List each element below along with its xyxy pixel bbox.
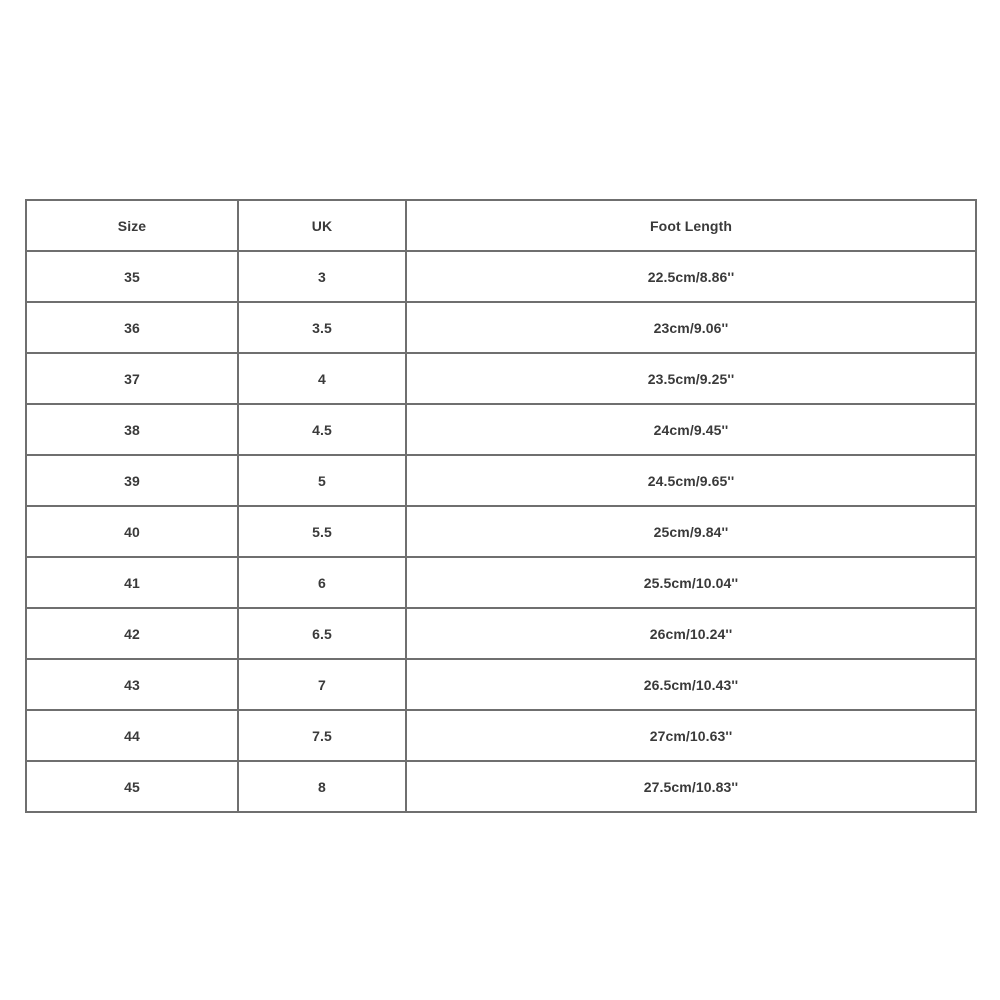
cell-uk: 7.5 bbox=[238, 710, 406, 761]
table-body bbox=[26, 251, 976, 812]
cell-size: 36 bbox=[26, 302, 238, 353]
cell-foot-length: 25.5cm/10.04'' bbox=[406, 557, 976, 608]
header-row bbox=[26, 200, 976, 251]
table-row bbox=[26, 455, 976, 506]
cell-size: 38 bbox=[26, 404, 238, 455]
table-row bbox=[26, 251, 976, 302]
cell-foot-length: 25cm/9.84'' bbox=[406, 506, 976, 557]
cell-uk: 6.5 bbox=[238, 608, 406, 659]
cell-size: 42 bbox=[26, 608, 238, 659]
header-uk: UK bbox=[238, 200, 406, 251]
cell-size: 37 bbox=[26, 353, 238, 404]
table-row bbox=[26, 710, 976, 761]
cell-foot-length: 26cm/10.24'' bbox=[406, 608, 976, 659]
cell-uk: 3.5 bbox=[238, 302, 406, 353]
table-row bbox=[26, 761, 976, 812]
cell-foot-length: 23cm/9.06'' bbox=[406, 302, 976, 353]
cell-foot-length: 24.5cm/9.65'' bbox=[406, 455, 976, 506]
table-row bbox=[26, 353, 976, 404]
table-row bbox=[26, 557, 976, 608]
cell-foot-length: 23.5cm/9.25'' bbox=[406, 353, 976, 404]
cell-size: 44 bbox=[26, 710, 238, 761]
cell-size: 40 bbox=[26, 506, 238, 557]
cell-uk: 6 bbox=[238, 557, 406, 608]
cell-uk: 3 bbox=[238, 251, 406, 302]
cell-size: 43 bbox=[26, 659, 238, 710]
table-row bbox=[26, 302, 976, 353]
cell-foot-length: 22.5cm/8.86'' bbox=[406, 251, 976, 302]
table-header bbox=[26, 200, 976, 251]
cell-size: 41 bbox=[26, 557, 238, 608]
cell-uk: 5 bbox=[238, 455, 406, 506]
size-chart-table bbox=[25, 199, 977, 813]
cell-uk: 4 bbox=[238, 353, 406, 404]
cell-uk: 4.5 bbox=[238, 404, 406, 455]
header-size: Size bbox=[26, 200, 238, 251]
cell-uk: 8 bbox=[238, 761, 406, 812]
cell-foot-length: 26.5cm/10.43'' bbox=[406, 659, 976, 710]
table-row bbox=[26, 506, 976, 557]
header-foot-length: Foot Length bbox=[406, 200, 976, 251]
cell-size: 45 bbox=[26, 761, 238, 812]
table-row bbox=[26, 659, 976, 710]
cell-foot-length: 27.5cm/10.83'' bbox=[406, 761, 976, 812]
table-row bbox=[26, 608, 976, 659]
cell-size: 35 bbox=[26, 251, 238, 302]
cell-uk: 7 bbox=[238, 659, 406, 710]
table-row bbox=[26, 404, 976, 455]
cell-foot-length: 24cm/9.45'' bbox=[406, 404, 976, 455]
cell-foot-length: 27cm/10.63'' bbox=[406, 710, 976, 761]
cell-size: 39 bbox=[26, 455, 238, 506]
cell-uk: 5.5 bbox=[238, 506, 406, 557]
